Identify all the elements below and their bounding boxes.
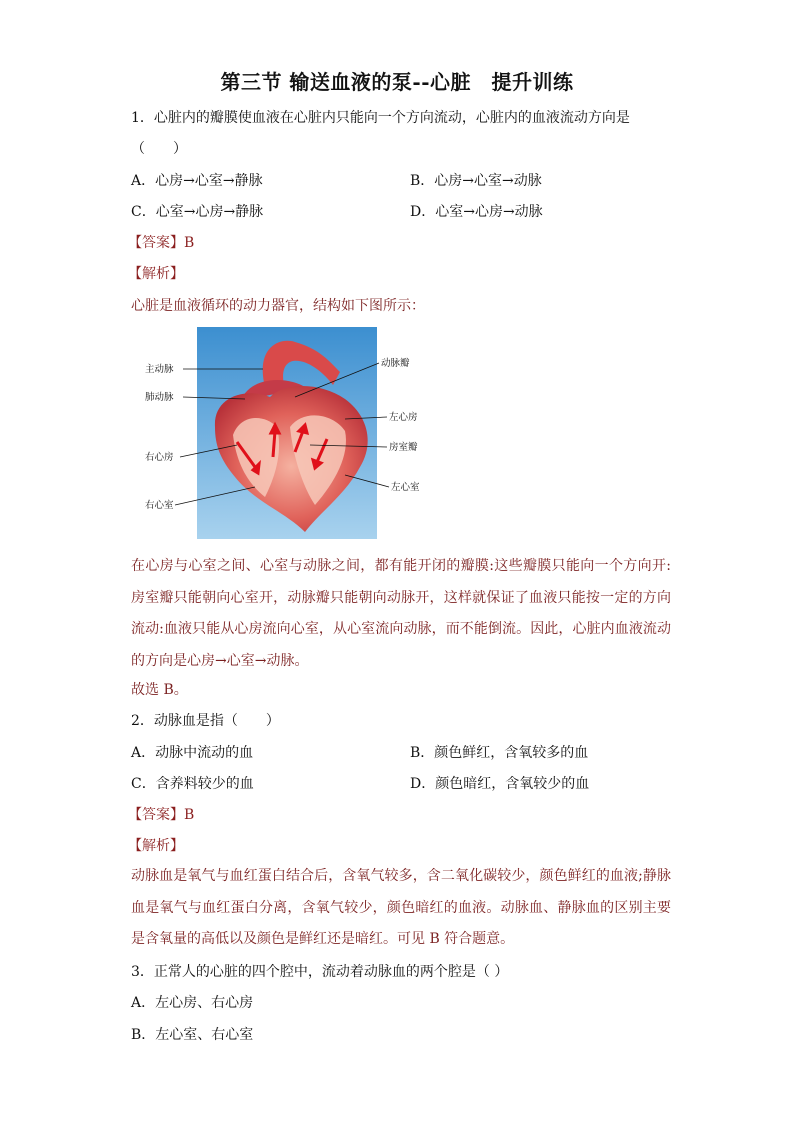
heart-diagram [145, 327, 435, 539]
q1-explanation: 在心房与心室之间、心室与动脉之间，都有能开闭的瓣膜:这些瓣膜只能向一个方向开:房室瓣只能朝向心室开，动脉瓣只能朝向动脉开，这样就保证了血液只能按一定的方向流动:血液只能从心房流向心室，从心室流向动脉，而不能倒流。因此，心脏内血液流动的方向是心房→心室→动脉。 [131, 558, 671, 669]
q1-stem: 1．心脏内的瓣膜使血液在心脏内只能向一个方向流动，心脏内的血液流动方向是 [131, 110, 630, 126]
q2-explanation: 动脉血是氧气与血红蛋白结合后，含氧气较多，含二氧化碳较少，颜色鲜红的血液;静脉血是氧气与血红蛋白分离，含氧气较少，颜色暗红的血液。动脉血、静脉血的区别主要是含氧量的高低以及颜色是鲜红还是暗红。可见 B 符合题意。 [131, 868, 671, 948]
label-av-valve: 房室瓣 [389, 442, 418, 453]
q1-conclusion: 故选 B。 [131, 682, 188, 698]
q3-stem: 3．正常人的心脏的四个腔中，流动着动脉血的两个腔是（ ） [131, 964, 509, 980]
q3-option-b: B．左心室、右心室 [131, 1027, 254, 1043]
q1-option-c: C．心室→心房→静脉 [131, 204, 264, 220]
q2-option-c: C．含养料较少的血 [131, 776, 254, 792]
q2-analysis-tag: 【解析】 [128, 838, 184, 854]
q1-intro: 心脏是血液循环的动力器官，结构如下图所示： [131, 298, 425, 314]
q2-answer: 【答案】B [128, 807, 195, 823]
label-right-ventricle: 右心室 [145, 500, 174, 511]
q2-option-d: D．颜色暗红，含氧较少的血 [410, 776, 590, 792]
label-left-atrium: 左心房 [389, 412, 418, 423]
q1-option-a: A．心房→心室→静脉 [131, 173, 263, 189]
q1-paren: （ ） [131, 141, 187, 157]
q1-analysis-tag: 【解析】 [128, 266, 184, 282]
q1-option-b: B．心房→心室→动脉 [410, 173, 542, 189]
heart-diagram-svg [145, 327, 435, 539]
q2-option-b: B．颜色鲜红，含氧较多的血 [410, 745, 589, 761]
q3-option-a: A．左心房、右心房 [131, 995, 254, 1011]
label-right-atrium: 右心房 [145, 452, 174, 463]
q1-answer: 【答案】B [128, 235, 195, 251]
q1-option-d: D．心室→心房→动脉 [410, 204, 543, 220]
q2-stem: 2．动脉血是指（ ） [131, 713, 280, 729]
label-aorta: 主动脉 [145, 364, 174, 375]
q2-option-a: A．动脉中流动的血 [131, 745, 254, 761]
label-arterial-valve: 动脉瓣 [381, 358, 410, 369]
label-pulmonary-artery: 肺动脉 [145, 392, 174, 403]
document-title: 第三节 输送血液的泵--心脏 提升训练 [220, 70, 574, 94]
label-left-ventricle: 左心室 [391, 482, 420, 493]
